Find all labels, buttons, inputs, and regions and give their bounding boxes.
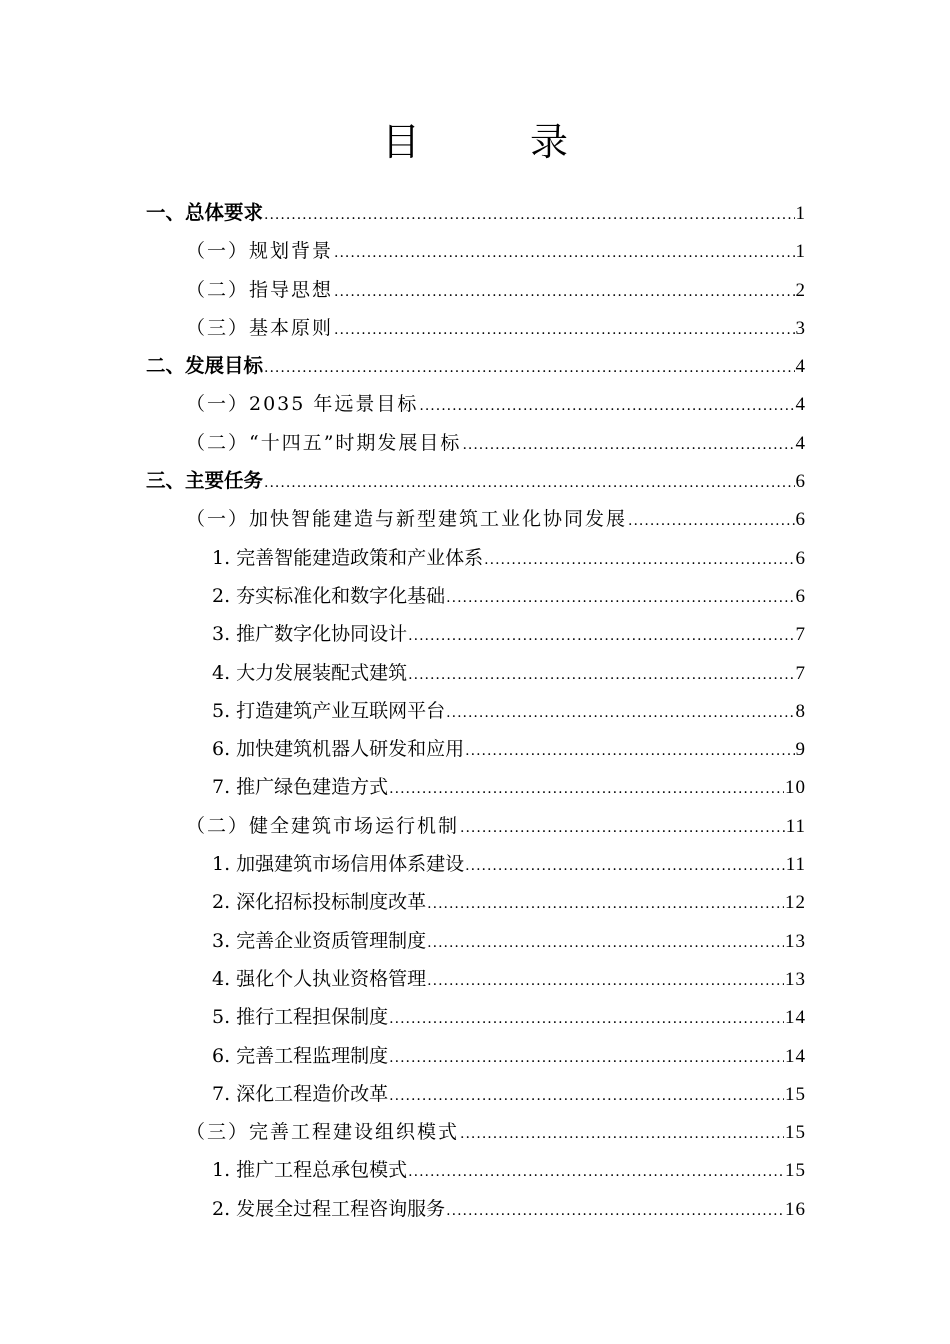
dot-leader [389,770,784,808]
dot-leader [427,885,784,923]
toc-entry-level-2[interactable] [146,1113,806,1151]
dot-leader [484,541,794,579]
toc-entry-title: （三）完善工程建设组织模式 [186,1121,460,1144]
dot-leader [334,234,794,272]
table-of-contents [146,194,806,1228]
page-title: 目 录 [381,120,604,164]
toc-entry-level-2[interactable] [146,424,806,462]
toc-entry-level-2[interactable] [146,807,806,845]
toc-entry-level-3[interactable] [146,845,806,883]
toc-page-number: 14 [785,1045,806,1067]
dot-leader [446,1192,784,1230]
dot-leader [465,732,794,770]
toc-page-number: 12 [785,892,806,914]
toc-entry-title: 3. 推广数字化协同设计 [212,623,408,646]
toc-page-number: 16 [785,1198,806,1220]
toc-entry-title: （二）健全建筑市场运行机制 [186,814,460,837]
toc-page-number: 7 [795,624,806,646]
toc-page-number: 15 [785,1122,806,1144]
toc-entry-title: 三、主要任务 [146,469,264,493]
toc-page-number: 4 [795,356,806,378]
toc-entry-title: 6. 加快建筑机器人研发和应用 [212,738,465,761]
toc-entry-title: 1. 完善智能建造政策和产业体系 [212,546,484,569]
toc-entry-title: （一）规划背景 [186,240,334,263]
toc-entry-level-3[interactable] [146,960,806,998]
toc-page-number: 6 [795,547,806,569]
toc-entry-level-3[interactable] [146,654,806,692]
toc-entry-level-3[interactable] [146,768,806,806]
toc-entry-level-2[interactable] [146,500,806,538]
dot-leader [419,387,794,425]
dot-leader [427,962,784,1000]
dot-leader [465,847,785,885]
dot-leader [264,349,794,387]
dot-leader [408,617,794,655]
toc-page-number: 14 [785,1007,806,1029]
toc-page-number: 13 [785,930,806,952]
toc-entry-level-3[interactable] [146,1037,806,1075]
toc-entry-level-3[interactable] [146,692,806,730]
toc-page-number: 7 [795,662,806,684]
toc-entry-level-1[interactable] [146,347,806,385]
toc-entry-title: 2. 夯实标准化和数字化基础 [212,584,446,607]
dot-leader [460,809,785,847]
toc-entry-title: 6. 完善工程监理制度 [212,1044,389,1067]
dot-leader [460,1115,784,1153]
toc-entry-level-3[interactable] [146,615,806,653]
toc-page-number: 10 [785,777,806,799]
dot-leader [389,1000,784,1038]
toc-entry-title: 一、总体要求 [146,201,264,224]
toc-entry-title: （二）指导思想 [186,278,334,301]
toc-entry-title: 7. 深化工程造价改革 [212,1082,389,1105]
toc-entry-level-1[interactable] [146,462,806,500]
toc-page-number: 6 [795,509,806,531]
toc-entry-level-3[interactable] [146,730,806,768]
toc-entry-title: 1. 推广工程总承包模式 [212,1159,408,1182]
toc-entry-level-2[interactable] [146,309,806,347]
toc-entry-title: 1. 加强建筑市场信用体系建设 [212,853,465,876]
dot-leader [446,694,794,732]
toc-entry-level-3[interactable] [146,883,806,921]
toc-page-number: 6 [795,585,806,607]
toc-entry-title: 2. 深化招标投标制度改革 [212,891,427,914]
dot-leader [408,1153,784,1191]
toc-page-number: 9 [795,739,806,761]
toc-entry-title: 二、发展目标 [146,354,264,378]
toc-page-number: 4 [795,394,806,416]
toc-entry-title: 7. 推广绿色建造方式 [212,776,389,799]
toc-entry-level-1[interactable] [146,194,806,232]
toc-page-number: 4 [795,432,806,454]
toc-entry-level-3[interactable] [146,922,806,960]
toc-entry-title: 4. 强化个人执业资格管理 [212,967,427,990]
dot-leader [462,426,794,464]
toc-page-number: 11 [785,854,806,876]
toc-entry-title: 2. 发展全过程工程咨询服务 [212,1197,446,1220]
dot-leader [264,464,794,502]
dot-leader [264,196,794,234]
toc-page-number: 6 [795,471,806,493]
dot-leader [334,273,794,311]
toc-entry-title: （二）“十四五”时期发展目标 [186,431,462,454]
toc-page-number: 3 [795,317,806,339]
dot-leader [427,924,784,962]
toc-entry-level-3[interactable] [146,998,806,1036]
toc-entry-level-3[interactable] [146,577,806,615]
toc-entry-level-2[interactable] [146,232,806,270]
toc-entry-level-2[interactable] [146,271,806,309]
toc-entry-level-3[interactable] [146,1075,806,1113]
toc-entry-level-2[interactable] [146,385,806,423]
dot-leader [389,1039,784,1077]
toc-entry-title: （一）2035 年远景目标 [186,393,419,416]
toc-page-number: 1 [795,241,806,263]
toc-page-number: 11 [785,815,806,837]
dot-leader [389,1077,784,1115]
toc-entry-level-3[interactable] [146,539,806,577]
dot-leader [628,502,794,540]
toc-page-number: 15 [785,1083,806,1105]
dot-leader [408,656,794,694]
toc-entry-title: 5. 推行工程担保制度 [212,1006,389,1029]
toc-page-number: 15 [785,1160,806,1182]
toc-page-number: 2 [795,279,806,301]
dot-leader [446,579,794,617]
toc-page-number: 13 [785,968,806,990]
toc-entry-title: 5. 打造建筑产业互联网平台 [212,699,446,722]
toc-entry-title: （三）基本原则 [186,316,334,339]
toc-entry-title: 3. 完善企业资质管理制度 [212,929,427,952]
toc-entry-title: （一）加快智能建造与新型建筑工业化协同发展 [186,508,628,531]
toc-page-number: 8 [795,700,806,722]
toc-page-number: 1 [795,203,806,224]
toc-entry-level-3[interactable] [146,1190,806,1228]
toc-entry-title: 4. 大力发展装配式建筑 [212,661,408,684]
toc-entry-level-3[interactable] [146,1151,806,1189]
dot-leader [334,311,794,349]
